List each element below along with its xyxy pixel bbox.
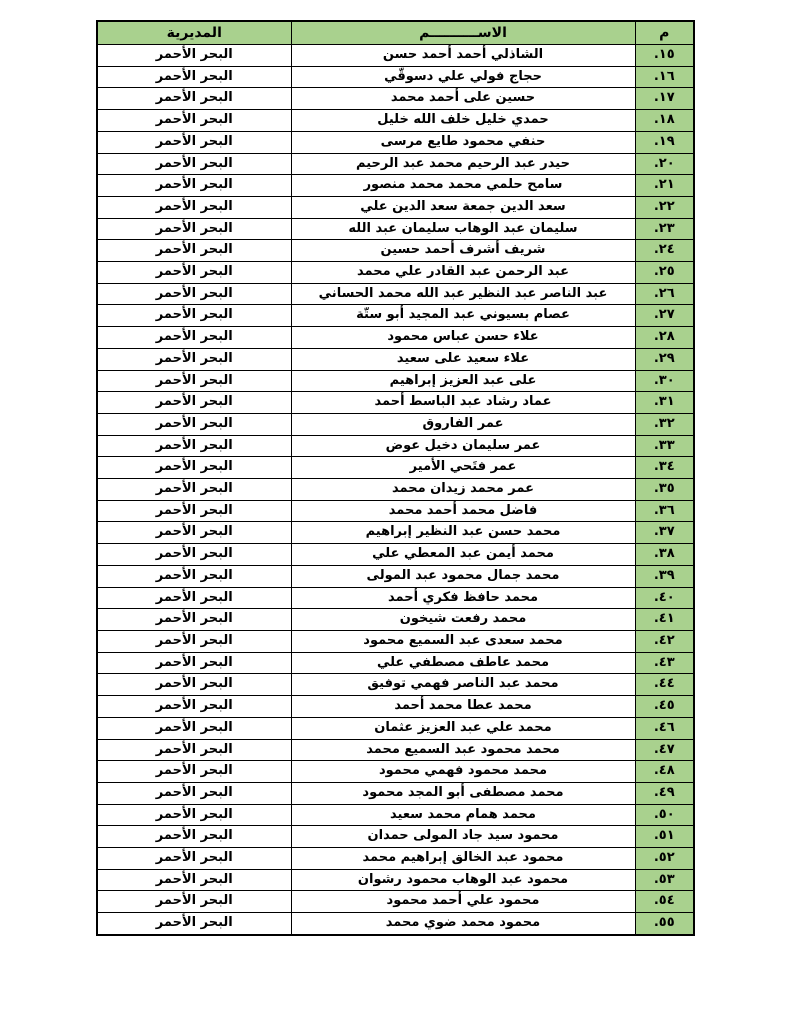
table-row xyxy=(97,696,694,718)
row-directorate-cell: البحر الأحمر xyxy=(97,153,291,175)
row-number-cell: ٤٢. xyxy=(635,630,694,652)
row-name-cell: محمود سيد جاد المولى حمدان xyxy=(291,826,635,848)
row-name-cell: محمود علي أحمد محمود xyxy=(291,891,635,913)
row-directorate-cell: البحر الأحمر xyxy=(97,283,291,305)
table-row xyxy=(97,435,694,457)
row-name-cell: الشاذلي أحمد أحمد حسن xyxy=(291,45,635,67)
table-row xyxy=(97,587,694,609)
row-directorate-cell: البحر الأحمر xyxy=(97,891,291,913)
row-name-cell: شريف أشرف أحمد حسين xyxy=(291,240,635,262)
row-name-cell: عصام بسيوني عبد المجيد أبو ستّة xyxy=(291,305,635,327)
row-name-cell: على عبد العزيز إبراهيم xyxy=(291,370,635,392)
names-table xyxy=(96,20,695,936)
row-directorate-cell: البحر الأحمر xyxy=(97,565,291,587)
table-row xyxy=(97,175,694,197)
row-number-cell: ١٩. xyxy=(635,131,694,153)
row-directorate-cell: البحر الأحمر xyxy=(97,761,291,783)
row-directorate-cell: البحر الأحمر xyxy=(97,413,291,435)
row-directorate-cell: البحر الأحمر xyxy=(97,348,291,370)
row-number-cell: ٢٩. xyxy=(635,348,694,370)
row-name-cell: محمود عبد الخالق إبراهيم محمد xyxy=(291,848,635,870)
row-name-cell: محمد عاطف مصطفي علي xyxy=(291,652,635,674)
row-name-cell: عمر الفاروق xyxy=(291,413,635,435)
row-name-cell: حيدر عبد الرحيم محمد عبد الرحيم xyxy=(291,153,635,175)
table-row xyxy=(97,218,694,240)
row-directorate-cell: البحر الأحمر xyxy=(97,544,291,566)
row-name-cell: محمد محمود فهمي محمود xyxy=(291,761,635,783)
table-row xyxy=(97,66,694,88)
table-row xyxy=(97,327,694,349)
row-name-cell: سعد الدين جمعة سعد الدين علي xyxy=(291,196,635,218)
table-row xyxy=(97,891,694,913)
row-directorate-cell: البحر الأحمر xyxy=(97,848,291,870)
row-number-cell: ٣٦. xyxy=(635,500,694,522)
header-number: م xyxy=(635,21,694,45)
row-number-cell: ٢٣. xyxy=(635,218,694,240)
row-number-cell: ٥٤. xyxy=(635,891,694,913)
row-number-cell: ١٥. xyxy=(635,45,694,67)
table-row xyxy=(97,739,694,761)
row-name-cell: محمد علي عبد العزيز عثمان xyxy=(291,717,635,739)
table-row xyxy=(97,88,694,110)
table-row xyxy=(97,305,694,327)
row-number-cell: ٤٠. xyxy=(635,587,694,609)
row-number-cell: ٢٥. xyxy=(635,262,694,284)
row-name-cell: محمد همام محمد سعيد xyxy=(291,804,635,826)
row-name-cell: محمد رفعت شيخون xyxy=(291,609,635,631)
row-name-cell: علاء حسن عباس محمود xyxy=(291,327,635,349)
row-directorate-cell: البحر الأحمر xyxy=(97,782,291,804)
row-number-cell: ٤٩. xyxy=(635,782,694,804)
row-directorate-cell: البحر الأحمر xyxy=(97,652,291,674)
table-row xyxy=(97,544,694,566)
table-row xyxy=(97,348,694,370)
row-number-cell: ٣٧. xyxy=(635,522,694,544)
table-row xyxy=(97,110,694,132)
table-row xyxy=(97,413,694,435)
row-number-cell: ١٦. xyxy=(635,66,694,88)
row-directorate-cell: البحر الأحمر xyxy=(97,218,291,240)
row-number-cell: ٢٨. xyxy=(635,327,694,349)
header-name: الاســــــــــم xyxy=(291,21,635,45)
row-number-cell: ٢٢. xyxy=(635,196,694,218)
row-directorate-cell: البحر الأحمر xyxy=(97,913,291,935)
row-number-cell: ١٧. xyxy=(635,88,694,110)
row-name-cell: حجاج فولي علي دسوقّي xyxy=(291,66,635,88)
row-number-cell: ٥١. xyxy=(635,826,694,848)
row-name-cell: محمد أيمن عبد المعطي علي xyxy=(291,544,635,566)
row-number-cell: ٢٧. xyxy=(635,305,694,327)
row-number-cell: ٣٨. xyxy=(635,544,694,566)
row-directorate-cell: البحر الأحمر xyxy=(97,717,291,739)
row-number-cell: ٥٣. xyxy=(635,869,694,891)
row-name-cell: عمر محمد زيدان محمد xyxy=(291,479,635,501)
table-row xyxy=(97,262,694,284)
row-number-cell: ٣٣. xyxy=(635,435,694,457)
table-body xyxy=(97,45,694,935)
row-directorate-cell: البحر الأحمر xyxy=(97,587,291,609)
table-row xyxy=(97,804,694,826)
row-number-cell: ٥٠. xyxy=(635,804,694,826)
table-row xyxy=(97,196,694,218)
row-directorate-cell: البحر الأحمر xyxy=(97,457,291,479)
row-number-cell: ٤١. xyxy=(635,609,694,631)
row-directorate-cell: البحر الأحمر xyxy=(97,262,291,284)
row-number-cell: ٢٤. xyxy=(635,240,694,262)
row-name-cell: عبد الرحمن عبد القادر علي محمد xyxy=(291,262,635,284)
row-directorate-cell: البحر الأحمر xyxy=(97,609,291,631)
row-number-cell: ٤٣. xyxy=(635,652,694,674)
table-row xyxy=(97,761,694,783)
table-row xyxy=(97,869,694,891)
table-row xyxy=(97,500,694,522)
table-row xyxy=(97,392,694,414)
row-directorate-cell: البحر الأحمر xyxy=(97,869,291,891)
table-row xyxy=(97,522,694,544)
row-name-cell: حسين على أحمد محمد xyxy=(291,88,635,110)
row-name-cell: محمد حافظ فكري أحمد xyxy=(291,587,635,609)
row-number-cell: ٢١. xyxy=(635,175,694,197)
table-row xyxy=(97,782,694,804)
row-name-cell: سامح حلمي محمد محمد منصور xyxy=(291,175,635,197)
table-row xyxy=(97,674,694,696)
row-name-cell: سليمان عبد الوهاب سليمان عبد الله xyxy=(291,218,635,240)
row-number-cell: ٤٥. xyxy=(635,696,694,718)
row-number-cell: ٥٢. xyxy=(635,848,694,870)
table-row xyxy=(97,609,694,631)
row-name-cell: عبد الناصر عبد النظير عبد الله محمد الحساني xyxy=(291,283,635,305)
row-number-cell: ٢٠. xyxy=(635,153,694,175)
row-directorate-cell: البحر الأحمر xyxy=(97,392,291,414)
row-name-cell: عماد رشاد عبد الباسط أحمد xyxy=(291,392,635,414)
row-directorate-cell: البحر الأحمر xyxy=(97,66,291,88)
table-row xyxy=(97,457,694,479)
row-directorate-cell: البحر الأحمر xyxy=(97,696,291,718)
row-directorate-cell: البحر الأحمر xyxy=(97,804,291,826)
row-directorate-cell: البحر الأحمر xyxy=(97,674,291,696)
row-directorate-cell: البحر الأحمر xyxy=(97,131,291,153)
row-name-cell: محمود عبد الوهاب محمود رشوان xyxy=(291,869,635,891)
row-directorate-cell: البحر الأحمر xyxy=(97,45,291,67)
row-directorate-cell: البحر الأحمر xyxy=(97,305,291,327)
row-number-cell: ٣٩. xyxy=(635,565,694,587)
table-row xyxy=(97,45,694,67)
row-name-cell: محمد سعدى عبد السميع محمود xyxy=(291,630,635,652)
row-name-cell: حنفي محمود طايع مرسى xyxy=(291,131,635,153)
row-directorate-cell: البحر الأحمر xyxy=(97,826,291,848)
row-name-cell: محمد محمود عبد السميع محمد xyxy=(291,739,635,761)
row-number-cell: ٥٥. xyxy=(635,913,694,935)
row-number-cell: ٤٧. xyxy=(635,739,694,761)
row-number-cell: ٣١. xyxy=(635,392,694,414)
table-row xyxy=(97,565,694,587)
row-directorate-cell: البحر الأحمر xyxy=(97,739,291,761)
row-directorate-cell: البحر الأحمر xyxy=(97,630,291,652)
table-row xyxy=(97,240,694,262)
row-number-cell: ٤٦. xyxy=(635,717,694,739)
row-number-cell: ٤٨. xyxy=(635,761,694,783)
table-row xyxy=(97,153,694,175)
table-row xyxy=(97,913,694,935)
row-directorate-cell: البحر الأحمر xyxy=(97,196,291,218)
row-name-cell: محمد جمال محمود عبد المولى xyxy=(291,565,635,587)
row-directorate-cell: البحر الأحمر xyxy=(97,88,291,110)
row-number-cell: ٣٤. xyxy=(635,457,694,479)
header-row xyxy=(97,21,694,45)
table-row xyxy=(97,479,694,501)
table-row xyxy=(97,370,694,392)
row-directorate-cell: البحر الأحمر xyxy=(97,435,291,457)
table-row xyxy=(97,826,694,848)
row-directorate-cell: البحر الأحمر xyxy=(97,522,291,544)
row-name-cell: عمر سليمان دخيل عوض xyxy=(291,435,635,457)
table-row xyxy=(97,717,694,739)
row-number-cell: ١٨. xyxy=(635,110,694,132)
row-directorate-cell: البحر الأحمر xyxy=(97,500,291,522)
row-number-cell: ٣٢. xyxy=(635,413,694,435)
row-directorate-cell: البحر الأحمر xyxy=(97,175,291,197)
row-name-cell: محمد عطا محمد أحمد xyxy=(291,696,635,718)
row-name-cell: علاء سعيد على سعيد xyxy=(291,348,635,370)
row-name-cell: محمد حسن عبد النظير إبراهيم xyxy=(291,522,635,544)
row-directorate-cell: البحر الأحمر xyxy=(97,370,291,392)
row-directorate-cell: البحر الأحمر xyxy=(97,110,291,132)
row-name-cell: محمد مصطفى أبو المجد محمود xyxy=(291,782,635,804)
row-name-cell: محمود محمد ضوي محمد xyxy=(291,913,635,935)
header-directorate: المديرية xyxy=(97,21,291,45)
table-row xyxy=(97,630,694,652)
table-row xyxy=(97,131,694,153)
row-number-cell: ٢٦. xyxy=(635,283,694,305)
row-directorate-cell: البحر الأحمر xyxy=(97,240,291,262)
row-name-cell: عمر فتَحي الأمير xyxy=(291,457,635,479)
row-number-cell: ٣٥. xyxy=(635,479,694,501)
table-row xyxy=(97,652,694,674)
table-row xyxy=(97,283,694,305)
row-name-cell: محمد عبد الناصر فهمي توفيق xyxy=(291,674,635,696)
row-directorate-cell: البحر الأحمر xyxy=(97,327,291,349)
row-number-cell: ٤٤. xyxy=(635,674,694,696)
row-name-cell: حمدي خليل خلف الله خليل xyxy=(291,110,635,132)
row-directorate-cell: البحر الأحمر xyxy=(97,479,291,501)
table-row xyxy=(97,848,694,870)
row-number-cell: ٣٠. xyxy=(635,370,694,392)
row-name-cell: فاضل محمد أحمد محمد xyxy=(291,500,635,522)
